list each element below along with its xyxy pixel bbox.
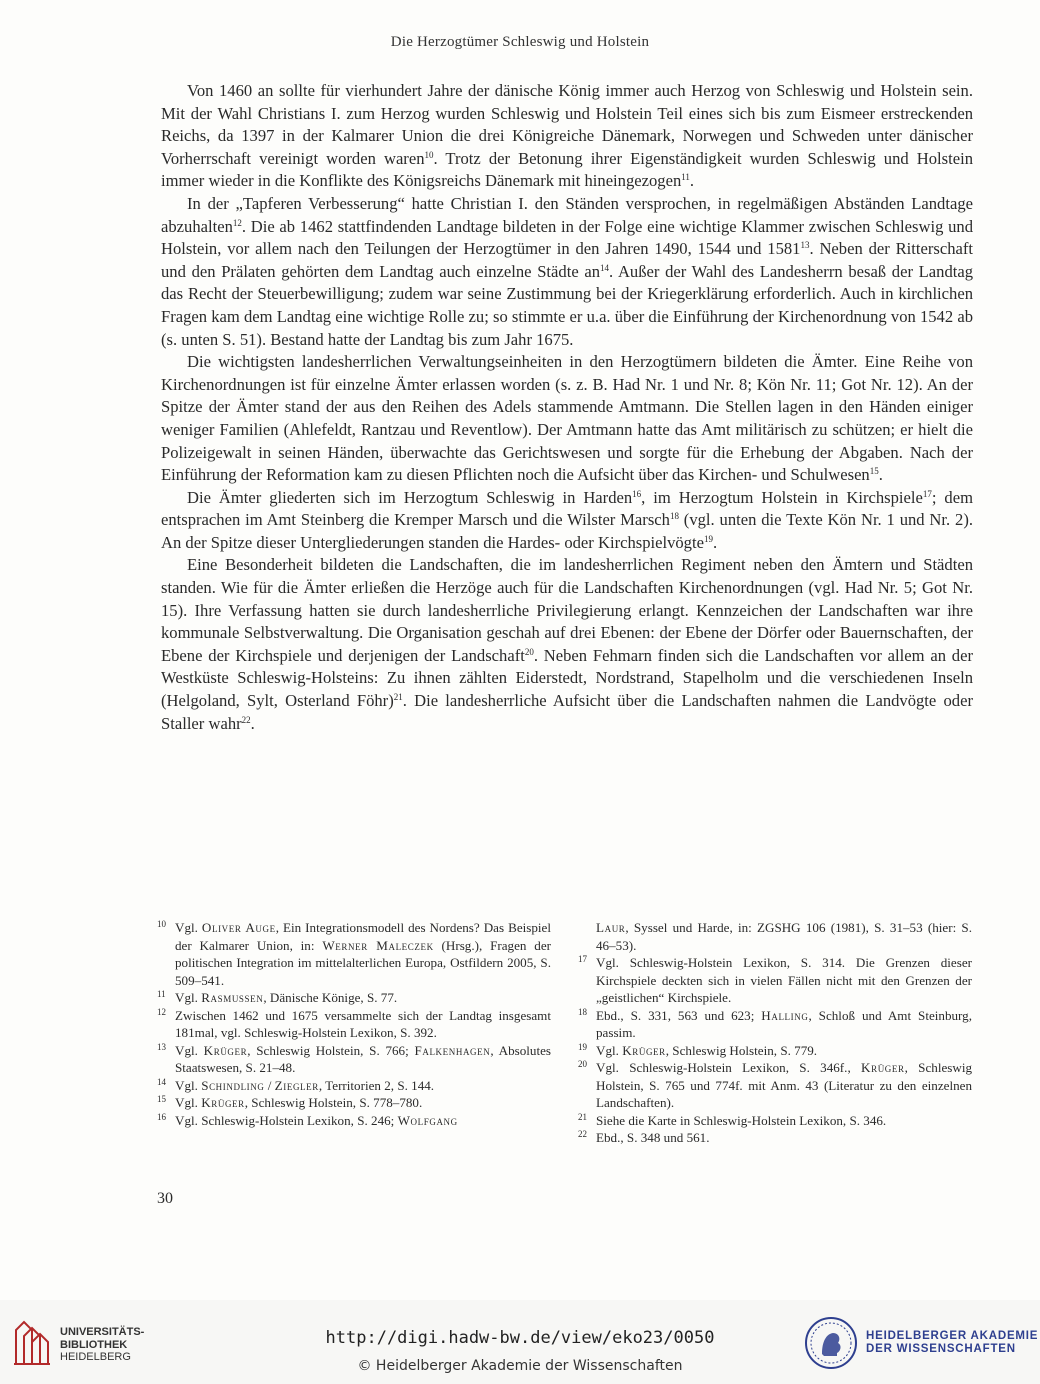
footnote-ref[interactable]: 17 [922,488,932,499]
footnote-13: 13 Vgl. Krüger, Schleswig Holstein, S. 766; Falkenhagen, Absolutes Staatswesen, S. 21–48. [157,1041,552,1075]
paragraph-5: Eine Besonderheit bildeten die Landschaften, die im landesherrlichen Regiment neben den Ämtern und Städten standen. Wie für die Ämter erließen die Herzöge auch für die Landschaften Kirchenordnungen (vgl. Had Nr. 5; Got Nr. 15). Ihre Verfassung hatten sie durch landesherrliche Privilegierung erlangt. Kennzeichen der Landschaften war ihre kommunale Selbstverwaltung. Die Organisation geschah auf drei Ebenen: der Ebene der Dörfer oder Bauernschaften, der Ebene der Kirchspiele und derjenigen der Landschaft$^{20}$. Neben Fehmarn finden sich die Landschaften vor allem an der Westküste Schleswig-Holsteins: Zu ihnen zählten Eiderstedt, Nordstrand, Stapelholm und die verschiedenen Inseln (Helgoland, Sylt, Osterland Föhr)$^{21}$. Die landesherrliche Aufsicht über die Landschaften nahmen die Landvögte oder Staller wahr$^{22}$. [161,555,973,733]
footnote-16: 16 Vgl. Schleswig-Holstein Lexikon, S. 246; Wolfgang [157,1111,458,1128]
page-number: 30 [157,1190,173,1207]
footnote-22: 22 Ebd., S. 348 und 561. [578,1129,710,1145]
footnote-ref[interactable]: 14 [600,262,610,273]
footnote-ref[interactable]: 11 [681,172,690,183]
main-text [161,80,973,735]
footnote-ref[interactable]: 15 [869,466,879,477]
footnotes-left-column [157,919,551,1129]
footnote-ref[interactable]: 18 [669,511,679,522]
footnote-20: 20 Vgl. Schleswig-Holstein Lexikon, S. 346f., Krüger, Schleswig Holstein, S. 765 und 774f. mit Anm. 43 (Literatur zu den einzelnen Landschaften). [578,1059,973,1110]
viewer-footer [0,1300,1040,1384]
footnote-18: 18 Ebd., S. 331, 563 und 623; Halling, Schloß und Amt Steinburg, passim. [578,1006,972,1040]
footnote-11: 11 Vgl. Rasmussen, Dänische Könige, S. 77. [157,989,398,1005]
footnote-16-continued: Laur, Syssel und Harde, in: ZGSHG 106 (1981), S. 31–53 (hier: S. 46–53). [596,920,972,953]
footnote-21: 21 Siehe die Karte in Schleswig-Holstein Lexikon, S. 346. [578,1111,887,1128]
footnote-15: 15 Vgl. Krüger, Schleswig Holstein, S. 778–780. [157,1094,423,1110]
footnote-17: 17 Vgl. Schleswig-Holstein Lexikon, S. 314. Die Grenzen dieser Kirchspiele deckten sich in vielen Fällen nicht mit den Grenzen der „geistlichen“ Kirchspiele. [578,954,972,1005]
footnote-ref[interactable]: 19 [703,533,713,544]
footnote-ref[interactable]: 10 [424,149,434,160]
copyright-notice: © Heidelberger Akademie der Wissenschaften [357,1358,683,1374]
permalink-url[interactable]: http://digi.hadw-bw.de/view/eko23/0050 [325,1328,715,1348]
footnote-ref[interactable]: 16 [632,488,642,499]
paragraph-2: In der „Tapferen Verbesserung“ hatte Christian I. den Ständen versprochen, in regelmäßigen Abständen Landtage abzuhalten$^{12}$. Die ab 1462 stattfindenden Landtage bildeten in der Folge eine wichtige Klammer zwischen Schleswig und Holstein, vor allem nach den Teilungen der Herzogtümer in den Jahren 1490, 1544 und 1581$^{13}$. Neben der Ritterschaft und den Prälaten gehörten dem Landtag auch einzelne Städte $an^{14}$. Außer der Wahl des Landesherrn besaß der Landtag das Recht der Steuerbewilligung; zudem war seine Zustimmung bei der Kriegerklärung erforderlich. Auch in kirchlichen Fragen kam dem Landtag eine wichtige Rolle zu; so stimmte er u.a. über die Einführung der Kirchenordnung von 1542 ab (s. unten S. 51). Bestand hatte der Landtag bis zum Jahr 1675. [161,193,974,349]
footnote-ref[interactable]: 13 [800,240,810,251]
footnote-ref[interactable]: 20 [524,646,534,657]
footnote-ref[interactable]: 12 [232,217,242,228]
paragraph-3: Die wichtigsten landesherrlichen Verwaltungseinheiten in den Herzogtümern bildeten die Ämter. Eine Reihe von Kirchenordnungen ist für einzelne Ämter erlassen worden (s. z. B. Had Nr. 1 und Nr. 8; Kön Nr. 11; Got Nr. 12). An der Spitze der Ämter stand der aus den Reihen des Adels stammende Amtmann. Die Stellen lagen in den Händen einiger weniger Familien (Ahlefeldt, Rantzau und Reventlow). Der Amtmann hatte das Amt militärisch zu schützen; er hielt die Polizeigewalt in seinen Händen, überwachte das Gerichtswesen und sorgte für die Erhebung der Abgaben. Nach der Einführung der Reformation kam zu diesen Pflichten noch die Aufsicht über das Kirchen- und Schulwesen$^{15}$. [161,352,973,485]
academy-seal-icon[interactable] [804,1316,858,1370]
footnote-ref[interactable]: 21 [393,692,403,703]
footnote-10: 10 Vgl. Oliver Auge, Ein Integrationsmodell des Nordens? Das Beispiel der Kalmarer Union, in: Werner Maleczek (Hrsg.), Fragen der politischen Integration im mittelalterlichen Europa, Ostfildern 2005, S. 509–541. [157,919,552,988]
running-header: Die Herzogtümer Schleswig und Holstein [390,34,650,50]
footnotes-right-column [578,919,972,1147]
footnote-ref[interactable]: 22 [241,714,251,725]
university-library-name: UNIVERSITÄTS- BIBLIOTHEK HEIDELBERG [60,1326,145,1363]
paragraph-1: Von 1460 an sollte für vierhundert Jahre der dänische König immer auch Herzog von Schleswig und Holstein sein. Mit der Wahl Christians I. zum Herzog wurden Schleswig und Holstein Teil eines sich bis zum Eismeer erstreckenden Reichs, da 1397 in der Kalmarer Union die drei Königreiche Dänemark, Norwegen und Schweden unter dänischer Vorherrschaft vereinigt worden waren$^{10}$. Trotz der Betonung ihrer Eigenständigkeit wurden Schleswig und Holstein immer wieder in die Konflikte des Königsreichs Dänemark mit hineingezogen$^{11}$. [161,81,973,191]
academy-name: HEIDELBERGER AKADEMIE DER WISSENSCHAFTEN [866,1330,1039,1355]
footnote-14: 14 Vgl. Schindling / Ziegler, Territorien 2, S. 144. [157,1076,435,1093]
paragraph-4: Die Ämter gliederten sich im Herzogtum Schleswig in Harden$^{16}$, im Herzogtum Holstein in Kirchspiele$^{17}$; dem entsprachen im Amt Steinberg die Kremper Marsch und die Wilster Marsch$^{18}$ (vgl. unten die Texte Kön Nr. 1 und Nr. 2). An der Spitze dieser Untergliederungen standen die Hardes- oder Kirchspielvögte$^{19}$. [161,487,974,552]
footnote-19: 19 Vgl. Krüger, Schleswig Holstein, S. 779. [578,1041,818,1058]
footnote-12: 12 Zwischen 1462 und 1675 versammelte sich der Landtag insgesamt 181mal, vgl. Schleswig-Holstein Lexikon, S. 392. [157,1006,551,1040]
